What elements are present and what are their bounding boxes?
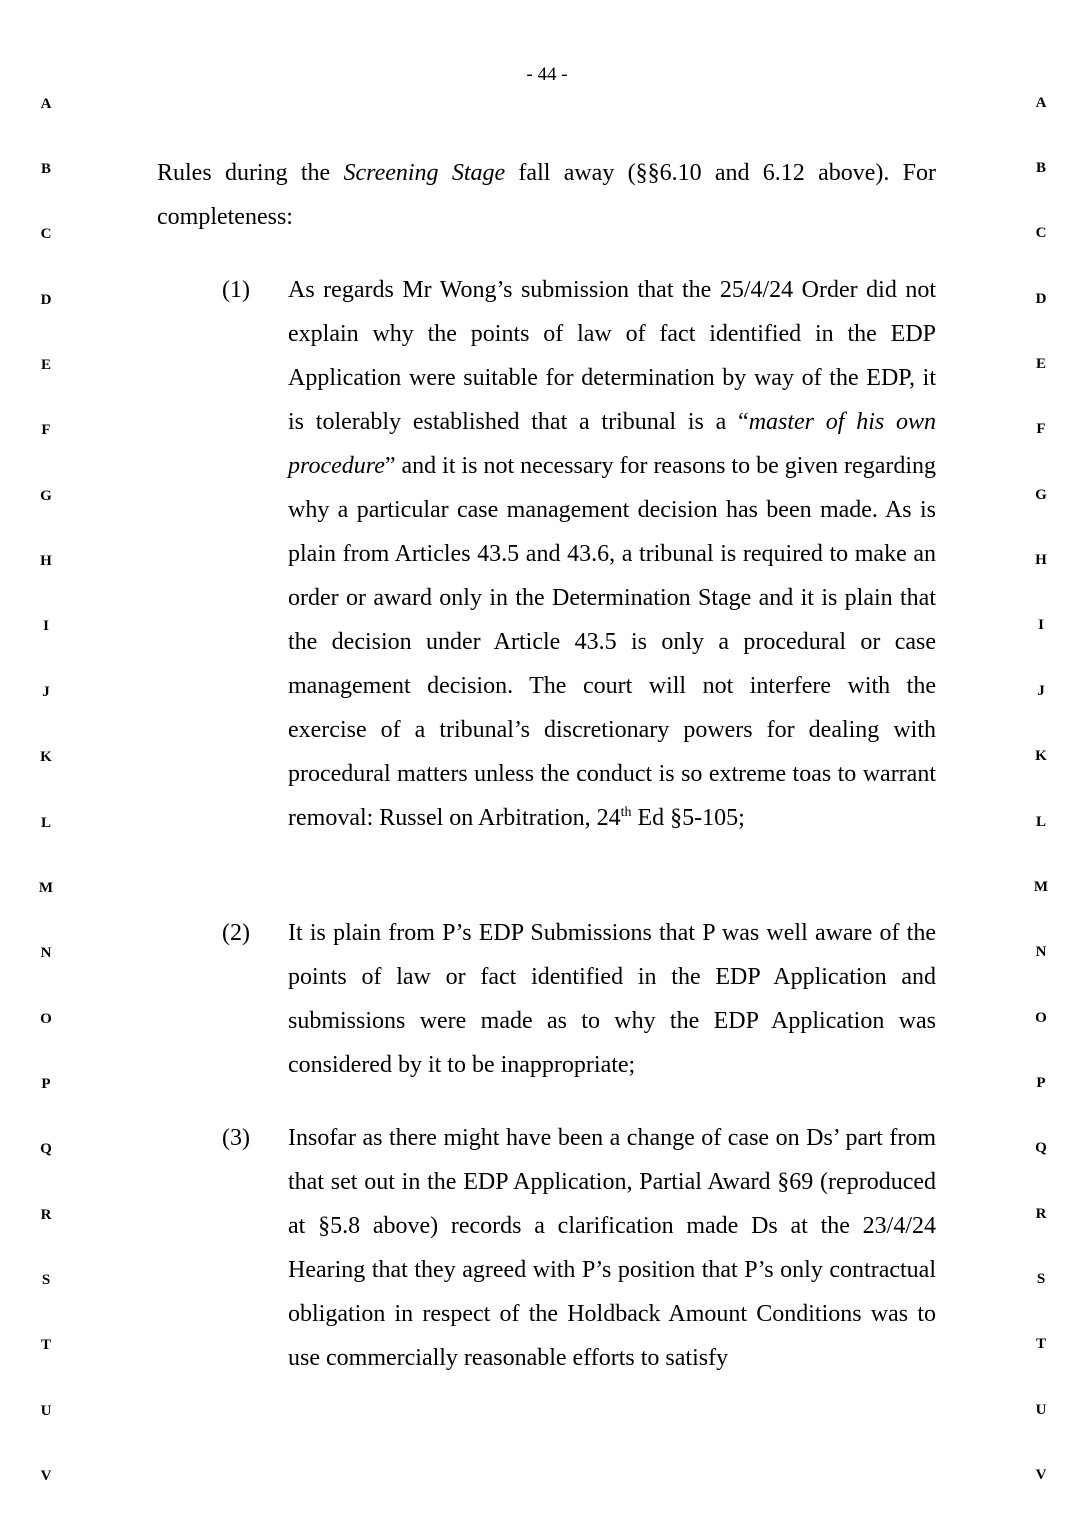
list-item-text [288,268,936,840]
margin-letter-right-e: E [1035,356,1046,372]
margin-letter-right-m: M [1033,879,1049,895]
item1-text-b: ” and it is not necessary for reasons to be given regarding why a particular case management decision has been made. As is plain from Articles 43.5 and 43.6, a tribunal is required to make an order or award only in the Determination Stage and it is plain that the decision under Article 43.5 is only a procedural or case management decision. The court will not interfere with the exercise of a tribunal’s discretionary powers for dealing with procedural matters unless the conduct is so extreme toas to warrant removal: Russel on Arbitration, 24 [288,453,937,831]
margin-letter-left-f: F [41,422,51,438]
list-item-text: Insofar as there might have been a change of case on Ds’ part from that set out in the EDP Application, Partial Award §69 (reproduced at §5.8 above) records a clarification made Ds at the 23/4/24 Hearing that they agreed with P’s position that P’s only contractual obligation in respect of the Holdback Amount Conditions was to use commercially reasonable efforts to satisfy [288,1125,936,1371]
item1-text-c: Ed §5-105; [631,805,745,831]
margin-letter-left-k: K [40,749,52,765]
margin-letter-left-v: V [40,1468,52,1484]
margin-letter-left-c: C [40,226,52,242]
margin-letter-right-b: B [1035,160,1046,176]
margin-letter-right-r: R [1035,1206,1047,1222]
margin-letter-right-q: Q [1035,1140,1047,1156]
list-item-number: (3) [222,1125,250,1151]
margin-letter-right-n: N [1035,944,1047,960]
item1-text-a: As regards Mr Wong’s submission that the 25/4/24 Order did not explain why the points of law of fact identified in the EDP Application were suitable for determination by way of the EDP, it is tolerably established that a tribunal is a “ [288,277,936,435]
margin-letter-left-s: S [41,1272,51,1288]
margin-letter-left-l: L [40,815,51,831]
list-item-number: (2) [222,920,250,946]
margin-letter-right-s: S [1036,1271,1046,1287]
list-item-number: (1) [222,277,250,303]
margin-letter-left-q: Q [40,1141,52,1157]
intro-text-part1: Rules during the [157,160,344,186]
margin-letter-right-l: L [1035,814,1046,830]
margin-letter-right-t: T [1035,1336,1046,1352]
margin-letter-right-d: D [1035,291,1047,307]
margin-letter-left-h: H [40,553,52,569]
margin-letter-right-j: J [1037,683,1045,699]
margin-letter-left-j: J [42,684,50,700]
margin-letter-left-r: R [40,1207,52,1223]
item1-superscript: th [620,805,632,820]
margin-letter-left-b: B [40,161,51,177]
margin-letter-right-v: V [1035,1467,1047,1483]
margin-letter-left-a: A [40,96,52,112]
margin-letter-left-i: I [43,618,49,634]
margin-letter-left-u: U [40,1403,52,1419]
margin-letter-right-g: G [1035,487,1047,503]
margin-letter-right-u: U [1035,1402,1047,1418]
margin-letter-right-f: F [1036,421,1046,437]
margin-letter-left-g: G [40,488,52,504]
margin-letter-right-a: A [1035,95,1047,111]
intro-paragraph [157,151,936,239]
margin-letter-left-e: E [40,357,51,373]
margin-letter-right-k: K [1035,748,1047,764]
intro-italic-term: Screening Stage [343,160,506,186]
item1-italic-quote: master of his own procedure [288,409,936,479]
margin-letter-left-o: O [40,1011,52,1027]
margin-letter-right-i: I [1038,617,1044,633]
margin-letter-left-d: D [40,292,52,308]
intro-text-part2: fall away (§§6.10 and 6.12 above). For completeness: [157,160,936,230]
margin-letter-left-m: M [38,880,54,896]
margin-letter-right-h: H [1035,552,1047,568]
list-item-text: It is plain from P’s EDP Submissions that P was well aware of the points of law or fact identified in the EDP Application and submissions were made as to why the EDP Application was considered by it to be inappropriate; [288,920,936,1078]
margin-letter-right-o: O [1035,1010,1047,1026]
margin-letter-left-t: T [40,1337,51,1353]
margin-letter-left-p: P [41,1076,51,1092]
margin-letter-right-c: C [1035,225,1047,241]
page-number: - 44 - [526,64,568,85]
margin-letter-right-p: P [1036,1075,1046,1091]
margin-letter-left-n: N [40,945,52,961]
